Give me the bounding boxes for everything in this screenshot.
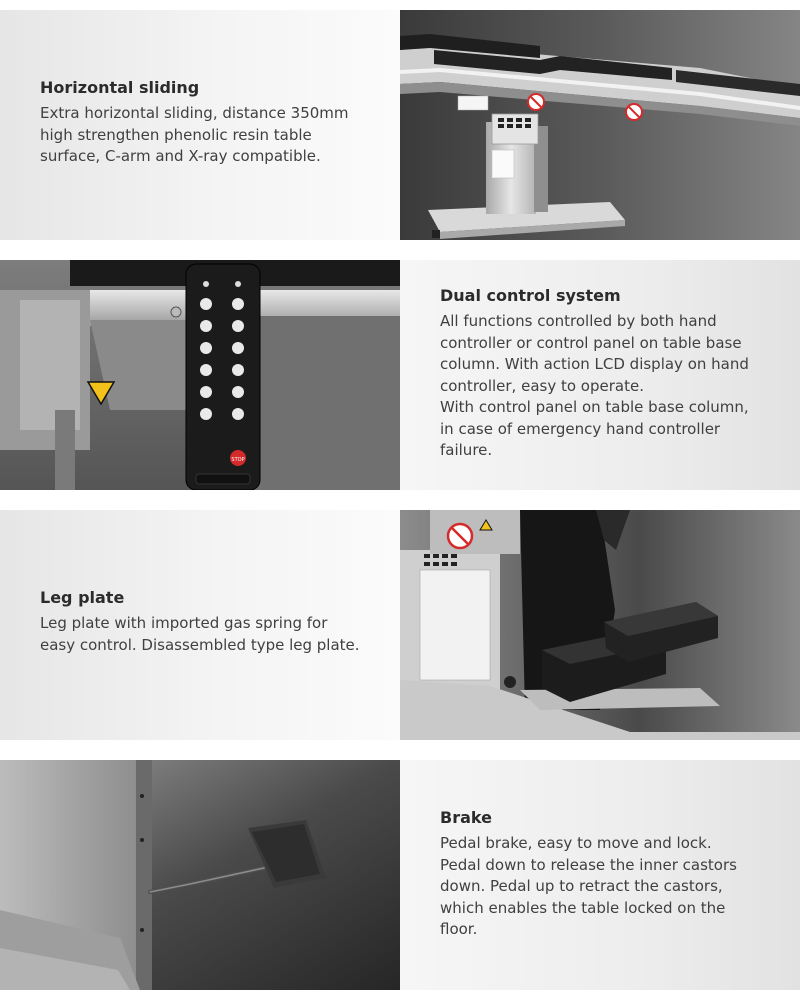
section-horizontal-sliding xyxy=(0,10,800,240)
dual-control-photo xyxy=(0,260,400,490)
text-panel xyxy=(400,760,800,990)
leg-plate-photo xyxy=(400,510,800,740)
section-heading: Dual control system xyxy=(440,286,621,305)
section-body: All functions controlled by both hand controller or control panel on table base column. With action LCD display on hand controller, easy to operate. With control panel on table base column, in case of emergency hand controller failure. xyxy=(440,312,749,459)
horizontal-sliding-photo xyxy=(400,10,800,240)
brake-pedal-photo xyxy=(0,760,400,990)
section-dual-control xyxy=(0,260,800,490)
section-body: Leg plate with imported gas spring for easy control. Disassembled type leg plate. xyxy=(40,614,360,654)
text-panel xyxy=(400,260,800,490)
text-panel xyxy=(0,510,400,740)
section-heading: Brake xyxy=(440,808,492,827)
stop-button-label: STOP xyxy=(231,457,245,463)
section-heading: Horizontal sliding xyxy=(40,78,200,97)
section-body: Pedal brake, easy to move and lock. Pedal down to release the inner castors down. Pedal up to retract the castors, which enables the table locked on the floor. xyxy=(440,834,737,938)
section-heading: Leg plate xyxy=(40,588,125,607)
section-leg-plate xyxy=(0,510,800,740)
text-panel xyxy=(0,10,400,240)
section-brake xyxy=(0,760,800,990)
section-body: Extra horizontal sliding, distance 350mm high strengthen phenolic resin table surface, C-arm and X-ray compatible. xyxy=(40,104,349,165)
